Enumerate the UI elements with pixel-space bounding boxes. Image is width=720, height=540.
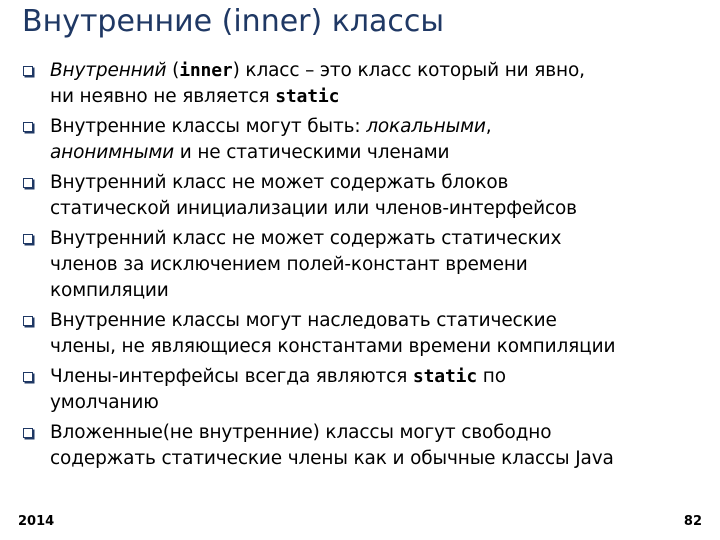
hollow-square-bullet-icon [23,178,33,188]
bullet-item-no-static-init [22,170,712,222]
definition-text-cont: ни неявно не является [50,86,276,107]
kinds-comma: , [485,116,492,137]
kinds-text-cont: и не статическими членами [174,142,450,163]
kinds-local: локальными [366,116,486,137]
hollow-square-bullet-icon [23,316,33,326]
code-static: static [412,366,478,387]
interface-members-after: по [477,366,506,387]
bullet-item-inherit-static [22,308,712,360]
code-static: static [275,86,340,107]
code-inner: inner [179,60,233,81]
interface-members-text: Члены-интерфейсы всегда являются [50,366,413,387]
hollow-square-bullet-icon [23,122,33,132]
nested-classes-line1: Вложенные(не внутренние) классы могут свободно [50,422,552,443]
footer-year: 2014 [18,514,55,529]
bullet-list [22,58,712,476]
hollow-square-bullet-icon [23,234,33,244]
bullet-item-no-static-members [22,226,712,304]
no-static-members-line3: компиляции [50,280,169,301]
term-inner: Внутренний [50,60,167,81]
no-static-members-line1: Внутренний класс не может содержать статических [50,228,562,249]
definition-text: ) класс – это класс который ни явно, [232,60,585,81]
bullet-item-inner-definition [22,58,712,110]
kinds-text: Внутренние классы могут быть: [50,116,367,137]
no-static-members-line2: членов за исключением полей-констант времени [50,254,528,275]
nested-classes-line2: содержать статические члены как и обычные классы Java [50,448,614,469]
hollow-square-bullet-icon [23,66,33,76]
hollow-square-bullet-icon [23,372,33,382]
bullet-item-kinds [22,114,712,166]
no-static-init-line1: Внутренний класс не может содержать блоков [50,172,509,193]
paren-open: ( [166,60,180,81]
slide-title: Внутренние (inner) классы [22,4,445,39]
inherit-static-line1: Внутренние классы могут наследовать статические [50,310,557,331]
bullet-item-interface-members [22,364,712,416]
footer-page-number: 82 [683,514,702,529]
bullet-item-nested-classes [22,420,712,472]
hollow-square-bullet-icon [23,428,33,438]
interface-members-line2: умолчанию [50,392,159,413]
no-static-init-line2: статической инициализации или членов-интерфейсов [50,198,577,219]
kinds-anonymous: анонимными [50,142,175,163]
inherit-static-line2: члены, не являющиеся константами времени компиляции [50,336,616,357]
